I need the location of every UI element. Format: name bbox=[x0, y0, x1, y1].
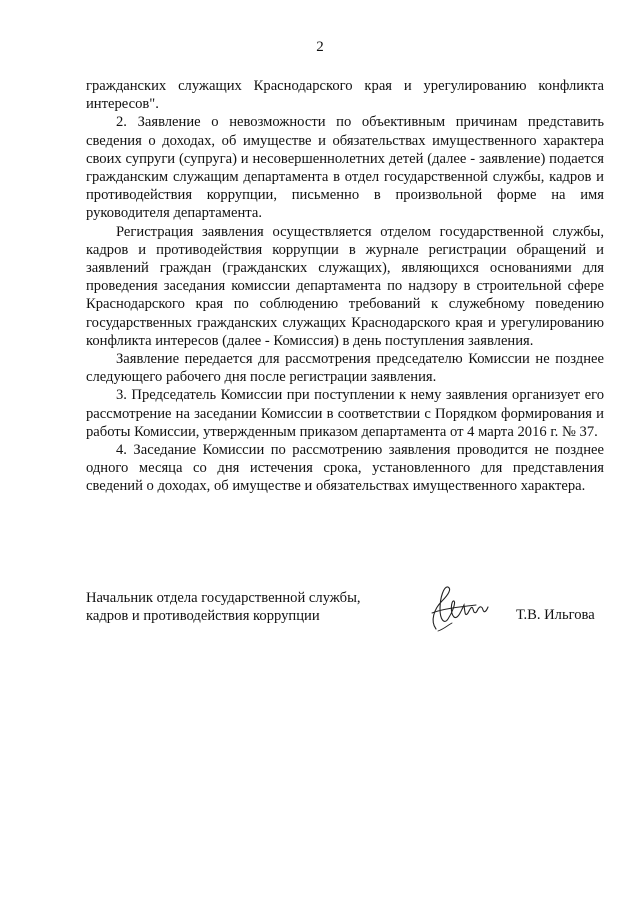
page-number: 2 bbox=[316, 39, 324, 55]
paragraph-continuation: гражданских служащих Краснодарского края и урегулированию конфликта интересов". bbox=[86, 78, 604, 113]
paragraph-item-2: 2. Заявление о невозможности по объективным причинам представить сведения о доходах, об имуществе и обязательствах имущественного характера своих супруги (супруга) и несовершеннолетних детей (далее - заявление) подается гражданским служащим департамента в отдел государственной службы, кадров и противодействия коррупции, письменно в произвольной форме на имя руководителя департамента. bbox=[86, 114, 604, 222]
paragraph-transfer: Заявление передается для рассмотрения председателю Комиссии не позднее следующего рабочего дня после регистрации заявления. bbox=[86, 351, 604, 386]
paragraph-item-4: 4. Заседание Комиссии по рассмотрению заявления проводится не позднее одного месяца со дня истечения срока, установленного для представления сведений о доходах, об имуществе и обязательствах имущественного характера. bbox=[86, 442, 604, 495]
paragraph-registration: Регистрация заявления осуществляется отделом государственной службы, кадров и противодействия коррупции в журнале регистрации обращений и заявлений граждан (гражданских служащих), являющихся основаниями для проведения заседания комиссии департамента по надзору в строительной сфере Краснодарского края по соблюдению требований к служебному поведению государственных гражданских служащих Краснодарского края и урегулированию конфликта интересов (далее - Комиссия) в день поступления заявления. bbox=[86, 223, 604, 349]
signer-position-line-1: Начальник отдела государственной службы, bbox=[86, 590, 361, 606]
signer-position bbox=[86, 589, 386, 625]
handwritten-signature-icon bbox=[418, 579, 498, 637]
document-body bbox=[86, 77, 604, 496]
signer-name: Т.В. Ильгова bbox=[516, 607, 595, 623]
paragraph-item-3: 3. Председатель Комиссии при поступлении к нему заявления организует его рассмотрение на заседании Комиссии в соответствии с Порядком формирования и работы Комиссии, утвержденным приказом департамента от 4 марта 2016 г. № 37. bbox=[86, 387, 604, 440]
signer-position-line-2: кадров и противодействия коррупции bbox=[86, 608, 320, 625]
signature-block bbox=[86, 589, 606, 649]
